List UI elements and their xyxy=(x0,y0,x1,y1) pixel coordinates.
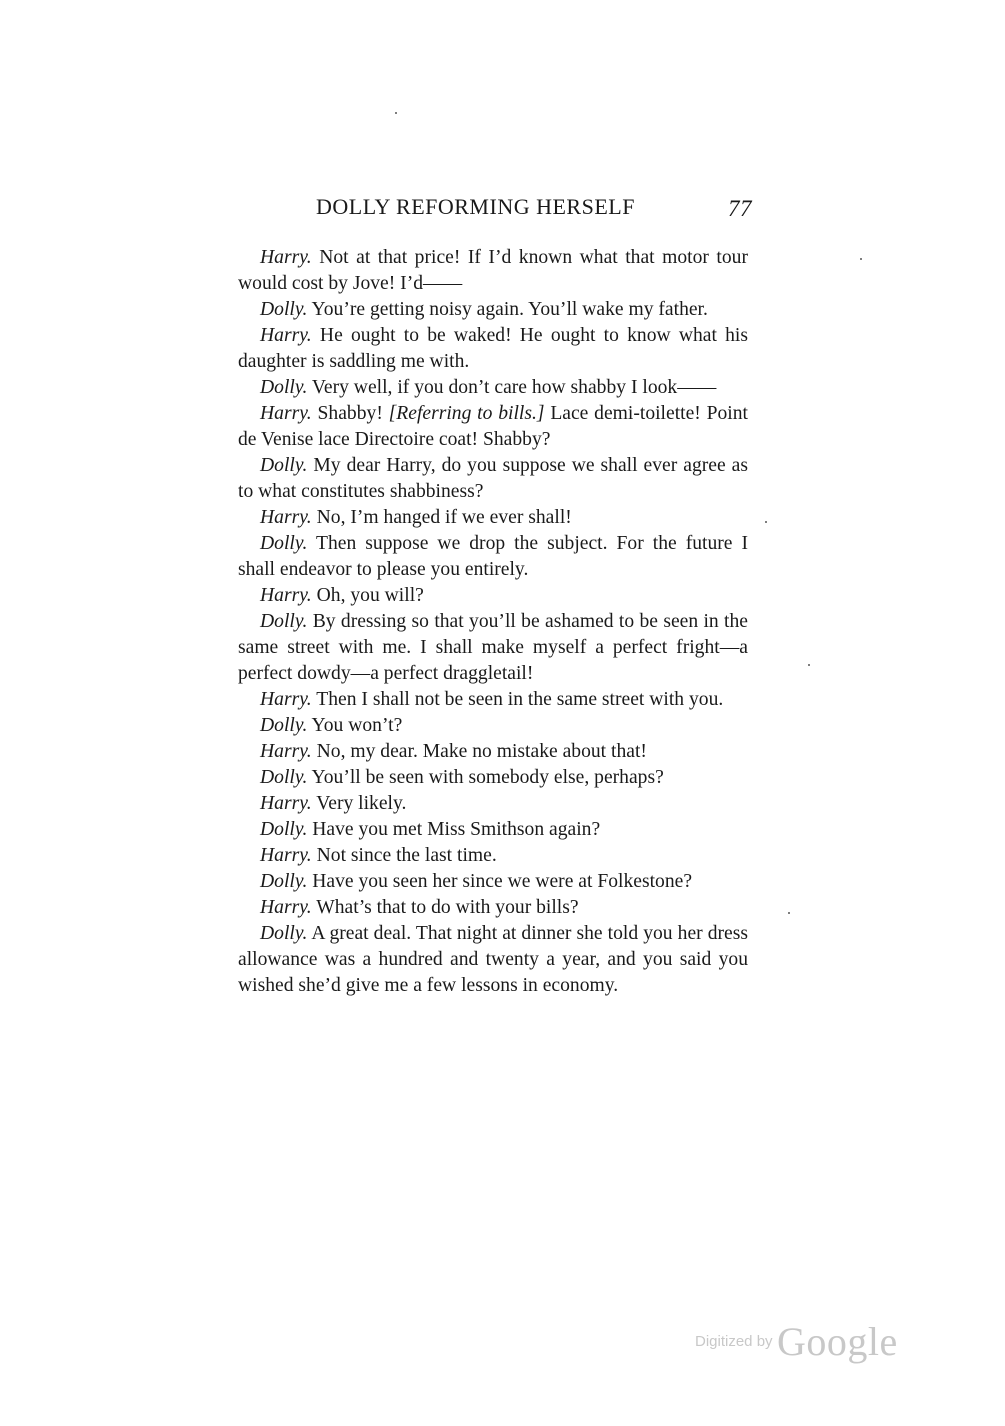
speech: Not at that price! If I’d known what that motor tour would cost by Jove! I’d—— xyxy=(238,247,748,294)
dialogue-line xyxy=(238,791,748,817)
dialogue-line xyxy=(238,921,748,999)
speech: A great deal. That night at dinner she told you her dress allowance was a hundred and twenty a year, and you said you wished she’d give me a few lessons in economy. xyxy=(238,923,748,996)
speaker: Dolly. xyxy=(260,767,308,788)
speech: Have you seen her since we were at Folkestone? xyxy=(312,871,693,892)
speech: He ought to be waked! He ought to know what his daughter is saddling me with. xyxy=(238,325,748,372)
scan-speck xyxy=(808,664,810,666)
speaker: Dolly. xyxy=(260,299,308,320)
speech: You won’t? xyxy=(311,715,403,736)
speech: Lace demi-toilette! Point de Venise lace Directoire coat! Shabby? xyxy=(238,403,748,450)
stage-direction: [Referring to bills.] xyxy=(388,403,545,424)
dialogue-line xyxy=(238,843,748,869)
speech: Very likely. xyxy=(316,793,407,814)
speech: Have you met Miss Smithson again? xyxy=(312,819,601,840)
dialogue-line xyxy=(238,323,748,375)
speech: Shabby! xyxy=(317,403,383,424)
dialogue-line xyxy=(238,895,748,921)
dialogue-line xyxy=(238,505,748,531)
speech: Very well, if you don’t care how shabby I look—— xyxy=(311,377,717,398)
speaker: Harry. xyxy=(260,897,312,918)
speaker: Dolly. xyxy=(260,819,308,840)
speech: My dear Harry, do you suppose we shall ever agree as to what constitutes shabbiness? xyxy=(238,455,748,502)
speaker: Dolly. xyxy=(260,715,308,736)
speaker: Harry. xyxy=(260,741,312,762)
speech: No, I’m hanged if we ever shall! xyxy=(316,507,572,528)
digitized-by-label: Digitized by xyxy=(695,1333,773,1350)
dialogue-line xyxy=(238,583,748,609)
speaker: Harry. xyxy=(260,793,312,814)
speech: Then suppose we drop the subject. For the future I shall endeavor to please you entirely. xyxy=(238,533,748,580)
speech: What’s that to do with your bills? xyxy=(316,897,579,918)
speaker: Dolly. xyxy=(260,455,308,476)
speech: You’ll be seen with somebody else, perhaps? xyxy=(311,767,664,788)
dialogue-line xyxy=(238,531,748,583)
speaker: Harry. xyxy=(260,507,312,528)
dialogue-line xyxy=(238,687,748,713)
speaker: Harry. xyxy=(260,403,312,424)
speech: Not since the last time. xyxy=(316,845,497,866)
speaker: Harry. xyxy=(260,585,312,606)
dialogue-line xyxy=(238,739,748,765)
dialogue-line xyxy=(238,869,748,895)
dialogue-line xyxy=(238,375,748,401)
scan-speck xyxy=(788,912,790,914)
dialogue-line xyxy=(238,297,748,323)
dialogue-line xyxy=(238,765,748,791)
dialogue-line xyxy=(238,817,748,843)
dialogue-line xyxy=(238,453,748,505)
speech: No, my dear. Make no mistake about that! xyxy=(316,741,647,762)
speaker: Dolly. xyxy=(260,533,308,554)
speaker: Dolly. xyxy=(260,611,308,632)
running-header xyxy=(316,194,752,224)
body-text xyxy=(238,245,748,999)
scan-speck xyxy=(765,521,767,523)
speech: Then I shall not be seen in the same street with you. xyxy=(316,689,724,710)
scan-speck xyxy=(860,258,862,260)
dialogue-line xyxy=(238,245,748,297)
speaker: Dolly. xyxy=(260,923,308,944)
dialogue-line xyxy=(238,401,748,453)
speaker: Harry. xyxy=(260,247,312,268)
speaker: Dolly. xyxy=(260,871,308,892)
scan-speck xyxy=(395,112,397,114)
speech: Oh, you will? xyxy=(316,585,424,606)
running-title: DOLLY REFORMING HERSELF xyxy=(316,194,635,219)
speech: You’re getting noisy again. You’ll wake my father. xyxy=(311,299,708,320)
digitized-watermark xyxy=(695,1318,898,1365)
page-number: 77 xyxy=(728,196,752,221)
speaker: Harry. xyxy=(260,689,312,710)
speaker: Harry. xyxy=(260,325,312,346)
speaker: Dolly. xyxy=(260,377,308,398)
google-wordmark: Google xyxy=(777,1319,898,1364)
speaker: Harry. xyxy=(260,845,312,866)
dialogue-line xyxy=(238,609,748,687)
speech: By dressing so that you’ll be ashamed to be seen in the same street with me. I shall make myself a perfect fright—a perfect dowdy—a perfect draggletail! xyxy=(238,611,748,684)
dialogue-line xyxy=(238,713,748,739)
